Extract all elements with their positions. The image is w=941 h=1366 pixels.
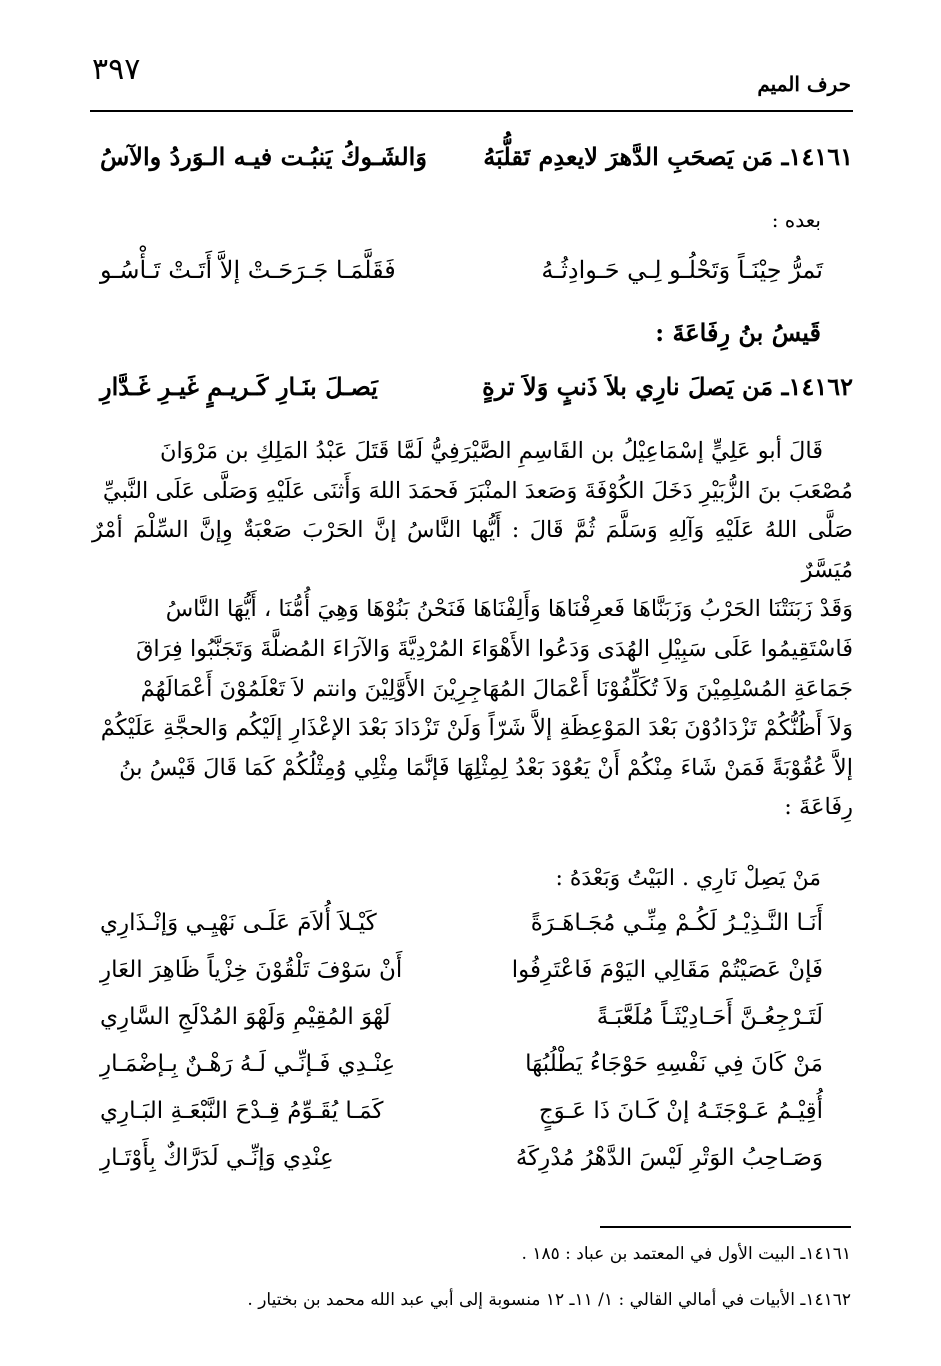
poem	[100, 910, 853, 1192]
footnote: ١٤١٦١ـ البيت الأول في المعتمد بن عباد : ١٨٥ .	[521, 1244, 851, 1264]
verse-hemistich-2: عِنْـدِي فَـإنِّـي لَـهُ رَهْـنٌ بِـإضْمَـارِ	[100, 1051, 396, 1077]
verse-hemistich-1	[483, 142, 853, 171]
poem-verse	[100, 1145, 853, 1192]
verse-hemistich-2: عِنْدِي وَإنِّـي لَدَرَّاكٌ بِأَوْتَـارِ	[100, 1145, 334, 1171]
poem-verse	[100, 1098, 853, 1145]
prose-line: جَمَاعَةِ المُسْلِمِيْنَ وَلاَ تُكَلِّفُوْنَا أَعْمَالَ المُهَاجِرِيْنَ الأَوَّلِيْنَ وانتم لاَ تَعْلَمُوْنَ أَعْمَالَهُمْ	[140, 675, 853, 702]
verse-number: ١٤١٦١ـ	[781, 142, 853, 171]
prose-line: مُصْعَبَ بنَ الزُّبَيْرِ دَخَلَ الكُوْفَةَ وَصَعدَ المنْبَرَ فَحمَدَ اللهَ وَأَثنَى عَلَيْهِ وَصَلَّى عَلَى النَّبيِّ	[102, 477, 853, 504]
poem-verse	[100, 1004, 853, 1051]
footnote-rule	[600, 1226, 851, 1228]
header-rule	[90, 110, 853, 112]
verse-14162	[100, 372, 853, 420]
prose-line: وَقَدْ زَبَنَتْنَا الحَرْبُ وَزَبَنَّاهَا فَعرِفْنَاهَا وَأَلِفْنَاهَا فَنَحْنُ بَنُوْهَا وَهِيَ أُمُّنَا ، أَيُّهَا النَّاسُ	[165, 596, 853, 623]
verse-after	[100, 256, 853, 304]
page-number: ٣٩٧	[92, 52, 141, 87]
poem-intro: مَنْ يَصِلْ نَارِي . البَيْتُ وَبَعْدَهُ :	[555, 866, 821, 891]
verse-hemistich-2: يَصـلَ بنَـارِ كَـريـمٍ غَيـرِ غَـدَّارِ	[100, 372, 378, 401]
prose-line: إلاَّ عُقُوْبَةً فَمَنْ شَاءَ مِنْكُمْ أَنْ يَعُوْدَ بَعْدُ لِمِثْلِهَا فَإنَّمَا مِثْلِي وُمِثْلُكُمْ كَمَا قَالَ قَيْسُ بنُ	[119, 754, 853, 781]
verse-hemistich-1: أُقِيْـمُ عَـوْجَتَـهُ إنْ كَـانَ ذَا عَـوَجٍ	[538, 1098, 823, 1124]
verse-hemistich-1: فَإنْ عَصَيْتُمْ مَقَالِي اليَوْمَ فَاعْتَرِفُوا	[511, 957, 823, 983]
verse-hemistich-1: مَنْ كَانَ فِي نَفْسِهِ حَوْجَاءُ يَطْلُبُهَا	[525, 1051, 823, 1077]
poem-verse	[100, 957, 853, 1004]
verse-hemistich-1: وَصَـاحِبُ الوَتْرِ لَيْسَ الدَّهْرُ مُدْرِكَهُ	[515, 1145, 823, 1171]
chapter-title: حرف الميم	[757, 72, 851, 96]
verse-hemistich-1	[482, 372, 853, 401]
prose-line: فَاسْتَقِيمُوا عَلَى سَبِيْلِ الهُدَى وَدَعُوا الأَهْوَاءَ المُرْدِيَّةَ وَالآرَاءَ المُضلَّةَ وَتَجَنَّبُوا فِرَاقَ	[135, 635, 853, 662]
prose-paragraph	[92, 432, 853, 828]
verse-hemistich-2: كَيْـلاَ أُلاَمَ عَلَـى نَهْيِـي وَإنْـذَارِي	[100, 910, 377, 936]
prose-line: رِفَاعَةَ :	[784, 794, 853, 821]
verse-hemistich-1: لَتَـرْجِعُـنَّ أَحَـادِيْثَـاً مُلَعَّبَـةً	[596, 1004, 823, 1030]
verse-hemistich-2: وَالشَـوكُ يَنبُـت فيـه الـوَردُ والآسُ	[100, 142, 427, 171]
prose-line: قَالَ أبو عَلِيٍّ إسْمَاعِيْلُ بن القَاسِمِ الصَّيْرَفِيُّ لَمَّا قَتَلَ عَبْدُ المَلِكِ بن مَرْوَانَ	[159, 438, 823, 464]
after-label: بعده :	[771, 208, 821, 232]
verse-hemistich-2: أَنْ سَوْفَ تَلْقُوْنَ خِزْياً ظَاهِرَ العَارِ	[100, 957, 403, 983]
verse-hemistich-1: تَمرُّ حِيْنَـاً وَتَحْلُـو لِـي حَـوادِثُـهُ	[541, 256, 823, 284]
verse-number: ١٤١٦٢ـ	[781, 372, 853, 401]
poem-verse	[100, 1051, 853, 1098]
footnote: ١٤١٦٢ـ الأبيات في أمالي القالي : ١/ ١١ـ ١٢ منسوبة إلى أبي عبد الله محمد بن بختيار .	[247, 1290, 851, 1310]
prose-line: وَلاَ أَظُنُّكُمْ تَزْدَادُوْنَ بَعْدَ المَوْعِظَةِ إلاَّ شَرّاً وَلَنْ تَزْدَادَ بَعْدَ الإعْذَارِ إلَيْكُم وَالحجَّةِ عَلَيْكُمْ	[100, 715, 853, 742]
hemistich-text: مَن يَصحَبِ الدَّهرَ لايعدِم تَقلُّبَهُ	[483, 142, 774, 171]
verse-hemistich-2: لَهْوَ المُقِيْمِ وَلَهْوَ المُدْلَجِ السَّارِي	[100, 1004, 391, 1030]
verse-14161	[100, 142, 853, 190]
prose-line: صَلَّى اللهُ عَلَيْهِ وَآلِهِ وَسَلَّمَ ثُمَّ قَالَ : أَيُّها النَّاسُ إنَّ الحَرْبَ صَعْبَةٌ وِإنَّ السِّلْمَ أمْرٌ مُيَسَّرٌ	[92, 517, 853, 583]
hemistich-text: مَن يَصلَ نارِي بلاَ ذَنبٍ وَلاَ ترةٍ	[482, 372, 774, 401]
verse-hemistich-1: أَنَـا النَّـذِيْـرُ لَكُـمْ مِنِّـي مُجَـاهَـرَةً	[530, 910, 823, 936]
verse-hemistich-2: فَقَلَّمَـا جَـرَحَـتْ إلاَّ أَتَـتْ تَـأْسُـو	[100, 256, 396, 284]
poem-verse	[100, 910, 853, 957]
poet-heading: قَيسُ بنُ رِفَاعَةَ :	[655, 318, 821, 347]
verse-hemistich-2: كَمَـا يُقَـوِّمُ قِـدْحَ النَّبْعَـةِ البَـارِي	[100, 1098, 384, 1124]
